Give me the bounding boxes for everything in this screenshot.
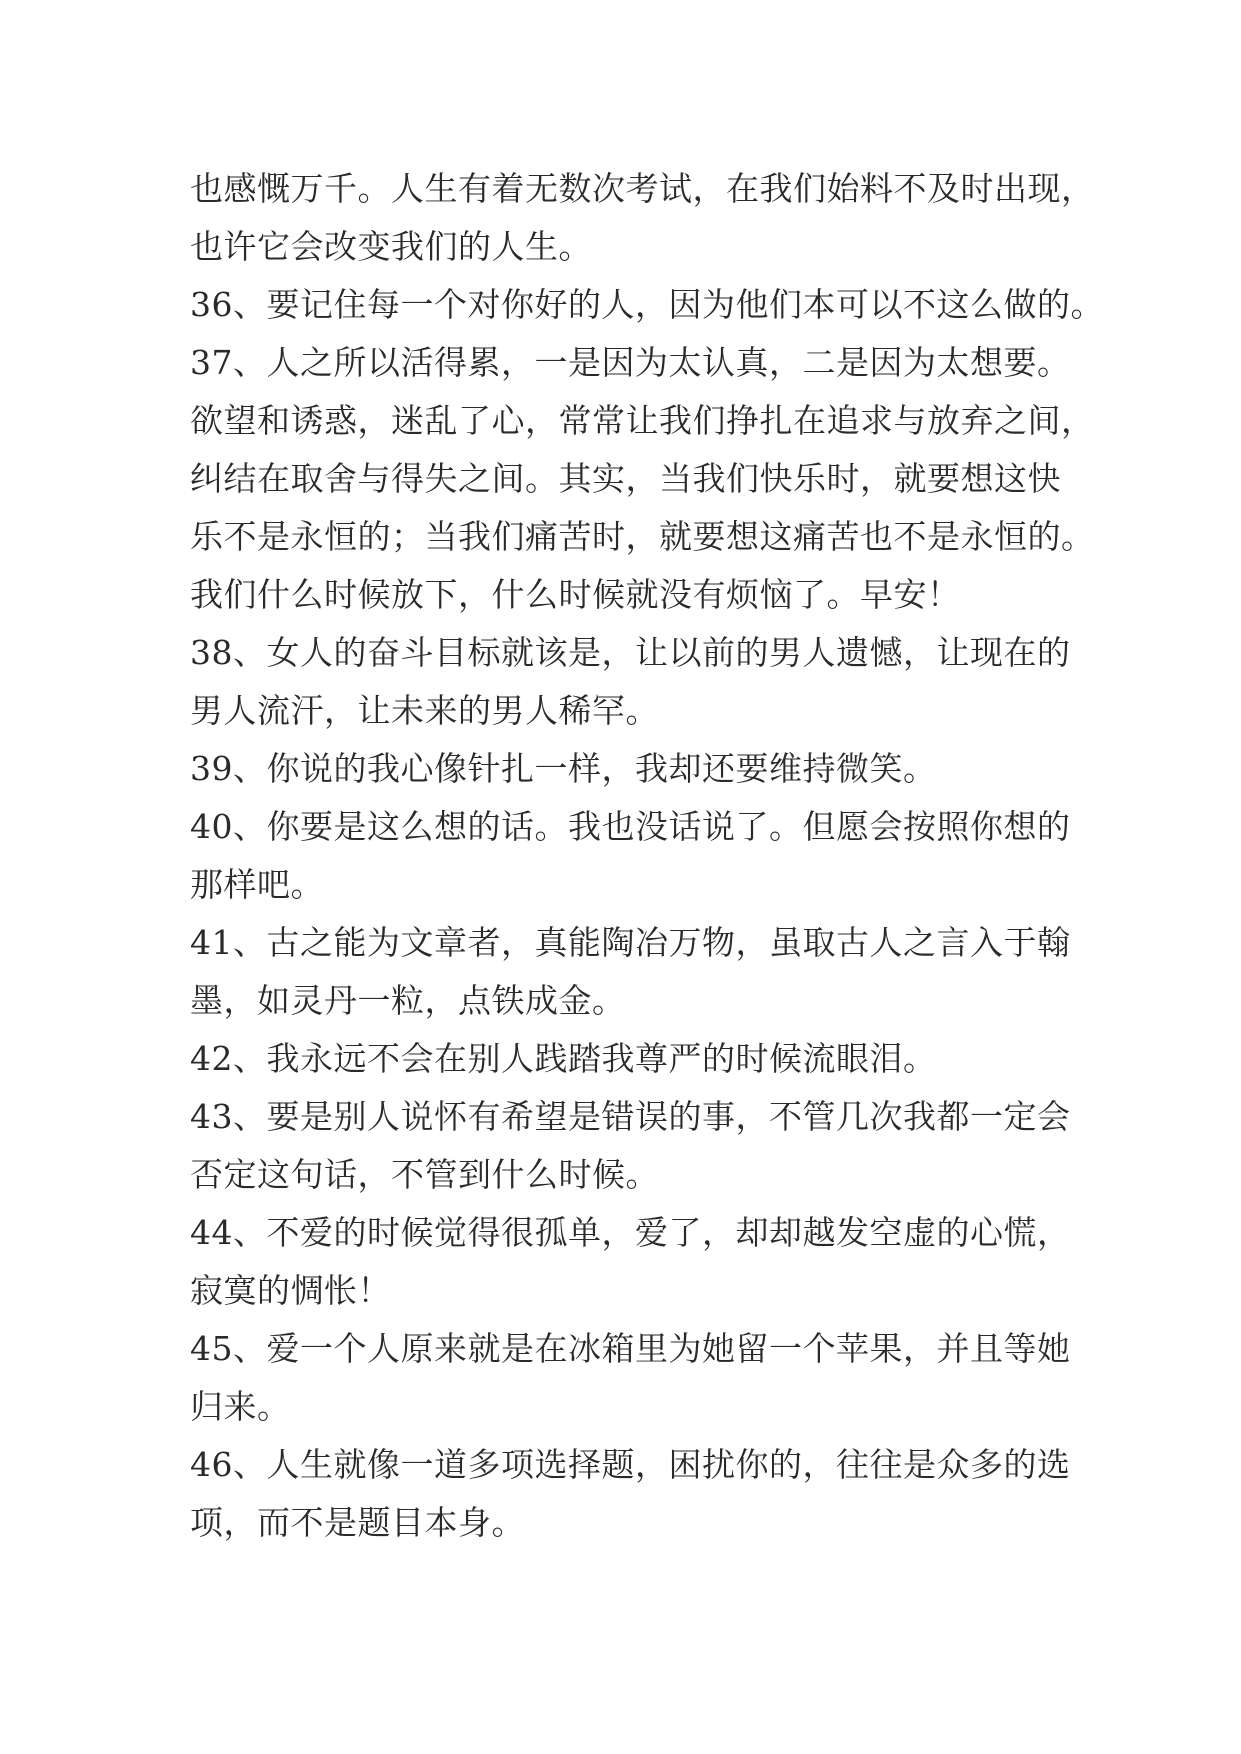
text-line: 43、要是别人说怀有希望是错误的事，不管几次我都一定会 <box>190 1097 1071 1136</box>
text-line: 38、女人的奋斗目标就该是，让以前的男人遗憾，让现在的 <box>190 633 1071 672</box>
text-line: 我们什么时候放下，什么时候就没有烦恼了。早安！ <box>190 575 961 614</box>
text-line: 36、要记住每一个对你好的人，因为他们本可以不这么做的。 <box>190 285 1104 324</box>
text-line: 欲望和诱惑，迷乱了心，常常让我们挣扎在追求与放弃之间， <box>190 401 1095 440</box>
text-line: 37、人之所以活得累，一是因为太认真，二是因为太想要。 <box>190 343 1071 382</box>
text-line: 42、我永远不会在别人践踏我尊严的时候流眼泪。 <box>190 1039 937 1078</box>
text-line: 项，而不是题目本身。 <box>190 1503 525 1542</box>
text-line: 否定这句话，不管到什么时候。 <box>190 1155 659 1194</box>
text-line: 41、古之能为文章者，真能陶冶万物，虽取古人之言入于翰 <box>190 923 1071 962</box>
text-line: 45、爱一个人原来就是在冰箱里为她留一个苹果，并且等她 <box>190 1329 1071 1368</box>
text-line: 乐不是永恒的；当我们痛苦时，就要想这痛苦也不是永恒的。 <box>190 517 1095 556</box>
text-line: 寂寞的惆怅！ <box>190 1271 391 1310</box>
text-line: 男人流汗，让未来的男人稀罕。 <box>190 691 659 730</box>
text-line: 39、你说的我心像针扎一样，我却还要维持微笑。 <box>190 749 937 788</box>
text-line: 墨，如灵丹一粒，点铁成金。 <box>190 981 626 1020</box>
text-line: 那样吧。 <box>190 865 324 904</box>
text-line: 也感慨万千。人生有着无数次考试，在我们始料不及时出现， <box>190 169 1095 208</box>
text-line: 也许它会改变我们的人生。 <box>190 227 592 266</box>
text-line: 46、人生就像一道多项选择题，困扰你的，往往是众多的选 <box>190 1445 1071 1484</box>
document-body <box>190 160 1104 1552</box>
text-line: 纠结在取舍与得失之间。其实，当我们快乐时，就要想这快 <box>190 459 1061 498</box>
text-line: 40、你要是这么想的话。我也没话说了。但愿会按照你想的 <box>190 807 1071 846</box>
text-line: 归来。 <box>190 1387 291 1426</box>
text-line: 44、不爱的时候觉得很孤单，爱了，却却越发空虚的心慌， <box>190 1213 1071 1252</box>
